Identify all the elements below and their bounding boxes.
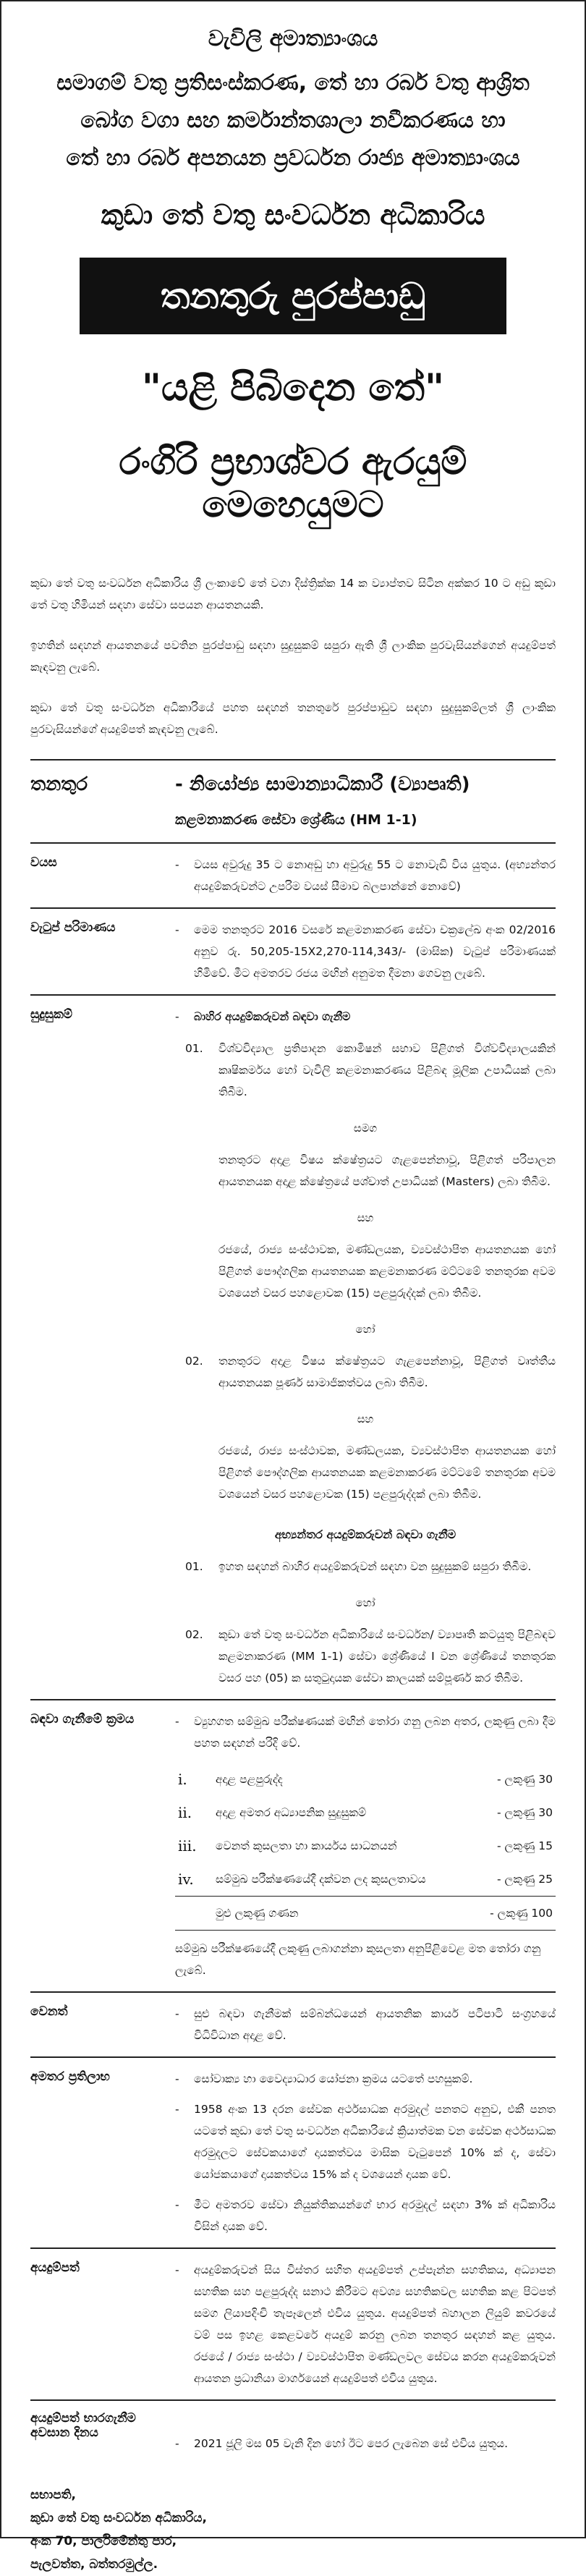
applications-text: අයදුම්කරුවන් සිය විස්තර සහිත අයදුම්පත් උප්පැන්න සහතිකය, අධ්‍යාපන සහතික සහ පළපුරුද්ද සනාථ කිරීමට අවශ්‍ය සහතිකවල සහතික කළ පිටපත් සමග ලියාපදිංචි තැපෑලෙන් එවිය යුතුය. අයදුම්පත් බහාලන ලියුම් කවරයේ වම් පස ඉහළ කෙළවරේ අයදුම් කරනු ලබන තනතුර සඳහන් කළ යුතුය. රජයේ / රාජ්‍ය සංස්ථා / ව්‍යවස්ථාපිත මණ්ඩලවල සේවය කරන අයදුම්කරුවන් ආයතන ප්‍රධානියා මාර්ගයෙන් අයදුම්පත් එවිය යුතුය.: [194, 2263, 556, 2385]
item-number: 01.: [185, 1042, 203, 1055]
conjunction: සමග: [353, 1122, 378, 1135]
post-label: තනතුර: [30, 774, 88, 795]
internal-heading: අභ්‍යන්තර අයදුම්කරුවන් බඳවා ගැනීම: [274, 1528, 457, 1541]
closing-date-text: 2021 ජූලි මස 05 වැනි දින හෝ ඊට පෙර ලැබෙන සේ එවිය යුතුය.: [194, 2437, 509, 2450]
closing-label: අවසාන දිනය: [30, 2425, 98, 2440]
age-label: වයස: [30, 855, 57, 870]
benefits-label: අමතර ප්‍රතිලාභ: [30, 2069, 110, 2084]
external-heading: බාහිර අයදුම්කරුවන් බඳවා ගැනීම: [194, 1010, 351, 1023]
other-label: වෙනත්: [30, 2004, 68, 2019]
benefits-section: අමතර ප්‍රතිලාභ - සෝවාක්‍ය හා වෛද්‍යාධාර යෝජනා ක්‍රමය යටතේ පහසුකම්. - 1958 අංක 13 දරන සේවක අර්ථසාධක අරමුදල් පනතට අනුව, එකී පනත යටතේ කුඩා තේ වතු සංවර්ධන අධිකාරියේ ක්‍රියාත්මක වන සේවක අර්ථසාධක අරමුදලට සේවකයාගේ දායකත්වය මාසික වැටුපෙන් 10% ක් ද, සේවා යෝජකයාගේ දායකත්වය 15% ක් ද වශයෙන් දායක වේ. - මීට අමතරව සේවා නියුක්තිකයන්ගේ භාර අරමුදල් සඳහා 3% ක් අධිකාරිය විසින් දායක වේ.: [30, 2056, 556, 2247]
intro-text: [30, 572, 556, 740]
qualification-text: විශ්වවිද්‍යාල ප්‍රතිපාදන කොමිෂන් සභාව පිළිගත් විශ්වවිද්‍යාලයකින් කෘෂිකර්මය හෝ වැවිලි කළමනාකරණය පිළිබඳ මූලික උපාධියක් ලබා තිබීම.: [218, 1042, 556, 1098]
conjunction: හෝ: [355, 1323, 375, 1336]
signature-line: සභාපති,: [30, 2488, 76, 2502]
signature-line: අංක 70, පාර්ලිමේන්තු පාර,: [30, 2534, 177, 2549]
divider: [30, 759, 556, 760]
conjunction: සහ: [357, 1412, 374, 1425]
salary-section: වැටුප් පරිමාණය - මෙම තනතුරට 2016 වසරේ කළමනාකරණ සේවා චක්‍රලේඛ අංක 02/2016 අනුව රු. 50,205-15X2,270-114,343/- (මාසික) වැටුප් පරිමාණයක් හිමිවේ. මීට අමතරව රජය මඟින් අනුමත දීමනා ගෙවනු ලැබේ.: [30, 907, 556, 994]
state-ministry-line-1: සමාගම් වතු ප්‍රතිසංස්කරණ, තේ හා රබර් වතු ආශ්‍රිත: [56, 70, 530, 96]
other-text: සුළු බඳවා ගැනීමක් සම්බන්ධයෙන් ආයතනික කාර්ය පටිපාටි සංග්‍රහයේ විධිවිධාන අදාළ වේ.: [194, 2007, 556, 2042]
qualifications-section: සුදුසුකම් - බාහිර අයදුම්කරුවන් බඳවා ගැනීම 01. විශ්වවිද්‍යාල ප්‍රතිපාදන කොමිෂන් සභාව පිළිගත් විශ්වවිද්‍යාලයකින් කෘෂිකර්මය හෝ වැවිලි කළමනාකරණය පිළිබඳ මූලික උපාධියක් ලබා තිබීම. සමග තනතුරට අදාළ විෂය ක්ෂේත්‍රයට ගැළපෙන්නාවූ, පිළිගත් පරිපාලන ආයතනයක අදාළ ක්ෂේත්‍රයේ පශ්චාත් උපාධියක් (Masters) ලබා තිබීම. සහ රජයේ, රාජ්‍ය සංස්ථාවක, මණ්ඩලයක, ව්‍යවස්ථාපිත ආයතනයක හෝ පිළිගත් පෞද්ගලික ආයතනයක කළමනාකරණ මට්ටමේ තනතුරක අවම වශයෙන් වසර පහළොවක (15) පළපුරුද්දක් ලබා තිබීම. හෝ 02. තනතුරට අදාළ විෂය ක්ෂේත්‍රයට ගැළපෙන්නාවූ, පිළිගත් වෘත්තීය ආයතනයක පූර්ණ සාමාජිකත්වය ලබා තිබීම. සහ රජයේ, රාජ්‍ය සංස්ථාවක, මණ්ඩලයක, ව්‍යවස්ථාපිත ආයතනයක හෝ පිළිගත් පෞද්ගලික ආයතනයක කළමනාකරණ මට්ටමේ තනතුරක අවම වශයෙන් වසර පහළොවක (15) පළපුරුද්දක් ලබා තිබීම. අභ්‍යන්තර අයදුම්කරුවන් බඳවා ගැනීම 01. ඉහත සඳහන් බාහිර අයදුම්කරුවන් සඳහා වන සුදුසුකම් සපුරා තිබීම. හෝ 02. කුඩා තේ වතු සංවර්ධන අධිකාරියේ සංවර්ධන/ ව්‍යාපෘති කටයුතු පිළිබඳව කළමනාකරණ (MM 1-1) සේවා ශ්‍රේණියේ I වන ශ්‍රේණියේ තනතුරක වසර පහ (05) ක සතුටුදායක සේවා කාලයක් සම්පූර්ණ කර තිබීම.: [30, 994, 556, 1699]
salary-text: මෙම තනතුරට 2016 වසරේ කළමනාකරණ සේවා චක්‍රලේඛ අංක 02/2016 අනුව රු. 50,205-15X2,270-114,343/- (මාසික) වැටුප් පරිමාණයක් හිමිවේ. මීට අමතරව රජය මඟින් අනුමත දීමනා ගෙවනු ලැබේ.: [194, 923, 556, 980]
qualification-text: රජයේ, රාජ්‍ය සංස්ථාවක, මණ්ඩලයක, ව්‍යවස්ථාපිත ආයතනයක හෝ පිළිගත් පෞද්ගලික ආයතනයක කළමනාකරණ මට්ටමේ තනතුරක අවම වශයෙන් වසර පහළොවක (15) පළපුරුද්දක් ලබා තිබීම.: [218, 1243, 556, 1300]
header: [30, 26, 556, 232]
service-grade: කළමනාකරණ සේවා ශ්‍රේණිය (HM 1-1): [175, 812, 417, 828]
campaign-name: රංගිරි ප්‍රභාශ්වර ඇරයුම් මෙහෙයුමට: [119, 441, 467, 525]
closing-label-top: අයදුම්පත් භාරගැනීම: [30, 2411, 136, 2425]
intro-paragraph: ඉහතින් සඳහන් ආයතනයේ පවතින පුරප්පාඩු සඳහා සුදුසුකම් සපුරා ඇති ශ්‍රී ලාංකික පුරවැසියන්ගෙන් අයදුම්පත් කැඳවනු ලැබේ.: [30, 639, 556, 674]
method-section: බඳවා ගැනීමේ ක්‍රමය - ව්‍යුහගත සම්මුඛ පරීක්ෂණයක් මඟින් තෝරා ගනු ලබන අතර, ලකුණු ලබා දීම පහත සඳහන් පරිදි වේ. i. අදාළ පළපුරුද්ද - ලකුණු 30 ii. අදාළ අමතර අධ්‍යාපනික සුදුසුකම් - ලකුණු 30 iii. වෙනත් කුසලතා හා කාර්යය සාධනයන් - ලකුණු 15 iv. සම්මුඛ පරීක්ෂණයේදී දක්වන ලද කුසලතාවය - ලකුණු 25 මුළු ලකුණු ගණන - ලකුණු 100 සම්මුඛ පරීක්ෂණයේදී ලකුණු ලබාගන්නා කුසලතා අනුපිළිවෙළ මත තෝරා ගනු ලැබේ.: [30, 1699, 556, 1991]
method-note: සම්මුඛ පරීක්ෂණයේදී ලකුණු ලබාගන්නා කුසලතා අනුපිළිවෙළ මත තෝරා ගනු ලැබේ.: [175, 1942, 541, 1977]
item-number: 02.: [185, 1628, 203, 1641]
state-ministry-line-2: බෝග වගා සහ කර්මාන්තශාලා නවීකරණය හා: [80, 108, 506, 133]
age-text: වයස අවුරුදු 35 ට නොඅඩු හා අවුරුදු 55 ට නොවැඩි විය යුතුය. (අභ්‍යන්තර අයදුම්කරුවන්ට උපරිම වයස් සීමාව බලපාන්නේ නොවේ): [194, 858, 556, 893]
qualification-text: තනතුරට අදාළ විෂය ක්ෂේත්‍රයට ගැළපෙන්නාවූ, පිළිගත් වෘත්තීය ආයතනයක පූර්ණ සාමාජිකත්වය ලබා තිබීම.: [218, 1355, 556, 1389]
post-title-row: [30, 774, 556, 796]
method-label: බඳවා ගැනීමේ ක්‍රමය: [30, 1712, 135, 1726]
table-row: ii. අදාළ අමතර අධ්‍යාපනික සුදුසුකම් - ලකුණු 30: [178, 1804, 553, 1821]
authority-name: කුඩා තේ වතු සංවර්ධන අධිකාරිය: [101, 199, 485, 231]
qualifications-label: සුදුසුකම්: [30, 1007, 73, 1022]
other-section: වෙනත් - සුළු බඳවා ගැනීමක් සම්බන්ධයෙන් ආයතනික කාර්ය පටිපාටි සංග්‍රහයේ විධිවිධාන අදාළ වේ.: [30, 1991, 556, 2056]
signature-block: [30, 2483, 556, 2576]
closing-section: අයදුම්පත් භාරගැනීම අවසාන දිනය - 2021 ජූලි මස 05 වැනි දින හෝ ඊට පෙර ලැබෙන සේ එවිය යුතුය.: [30, 2399, 556, 2465]
applications-label: අයදුම්පත්: [30, 2261, 80, 2275]
post-title: - නියෝජ්‍ය සාමාන්‍යාධිකාරී (ව්‍යාපෘති): [175, 774, 470, 795]
benefit-item: සෝවාක්‍ය හා වෛද්‍යාධාර යෝජනා ක්‍රමය යටතේ පහසුකම්.: [194, 2072, 473, 2085]
benefit-item: 1958 අංක 13 දරන සේවක අර්ථසාධක අරමුදල් පනතට අනුව, එකී පනත යටතේ කුඩා තේ වතු සංවර්ධන අධිකාරියේ ක්‍රියාත්මක වන සේවක අර්ථසාධක අරමුදලට සේවකයාගේ දායකත්වය මාසික වැටුපෙන් 10% ක් ද, සේවා යෝජකයාගේ දායකත්වය 15% ක් ද වශයෙන් දායක වේ.: [194, 2103, 556, 2181]
marks-table: [175, 1763, 556, 1931]
state-ministry-line-3: තේ හා රබර් අපනයන ප්‍රවර්ධන රාජ්‍ය අමාත්‍යාංශය: [66, 145, 520, 171]
intro-paragraph: කුඩා තේ වතු සංවර්ධන අධිකාරියේ පහත සඳහන් තනතුරේ පුරප්පාඩුව සඳහා සුදුසුකම්ලත් ශ්‍රී ලාංකික පුරවැසියන්ගේ අයදුම්පත් කැඳවනු ලැබේ.: [30, 701, 556, 736]
signature-line: කුඩා තේ වතු සංවර්ධන අධිකාරිය,: [30, 2511, 207, 2525]
qualification-text: රජයේ, රාජ්‍ය සංස්ථාවක, මණ්ඩලයක, ව්‍යවස්ථාපිත ආයතනයක හෝ පිළිගත් පෞද්ගලික ආයතනයක කළමනාකරණ මට්ටමේ තනතුරක අවම වශයෙන් වසර පහළොවක (15) පළපුරුද්දක් ලබා තිබීම.: [218, 1444, 556, 1501]
internal-text: කුඩා තේ වතු සංවර්ධන අධිකාරියේ සංවර්ධන/ ව්‍යාපෘති කටයුතු පිළිබඳව කළමනාකරණ (MM 1-1) සේවා ශ්‍රේණියේ I වන ශ්‍රේණියේ තනතුරක වසර පහ (05) ක සතුටුදායක සේවා කාලයක් සම්පූර්ණ කර තිබීම.: [218, 1628, 556, 1685]
signature-line: පැලවත්ත, බත්තරමුල්ල.: [30, 2557, 158, 2572]
item-number: 01.: [185, 1560, 203, 1573]
benefit-item: මීට අමතරව සේවා නියුක්තිකයන්ගේ භාර අරමුදල් සඳහා 3% ක් අධිකාරිය විසින් දායක වේ.: [194, 2198, 556, 2233]
qualification-text: තනතුරට අදාළ විෂය ක්ෂේත්‍රයට ගැළපෙන්නාවූ, පිළිගත් පරිපාලන ආයතනයක අදාළ ක්ෂේත්‍රයේ පශ්චාත් උපාධියක් (Masters) ලබා තිබීම.: [218, 1153, 556, 1188]
age-section: වයස - වයස අවුරුදු 35 ට නොඅඩු හා අවුරුදු 55 ට නොවැඩි විය යුතුය. (අභ්‍යන්තර අයදුම්කරුවන්ට උපරිම වයස් සීමාව බලපාන්නේ නොවේ): [30, 842, 556, 907]
campaign-slogan: "යළි පිබිදෙන තේ": [141, 366, 445, 410]
vacancies-banner: තනතුරු පුරප්පාඩු: [80, 258, 506, 334]
conjunction: හෝ: [355, 1596, 375, 1609]
table-row: i. අදාළ පළපුරුද්ද - ලකුණු 30: [178, 1771, 553, 1788]
ministry-name: වැවිලි අමාත්‍යාංශය: [208, 26, 378, 51]
internal-text: ඉහත සඳහන් බාහිර අයදුම්කරුවන් සඳහා වන සුදුසුකම් සපුරා තිබීම.: [218, 1560, 532, 1573]
applications-section: අයදුම්පත් - අයදුම්කරුවන් සිය විස්තර සහිත අයදුම්පත් උප්පැන්න සහතිකය, අධ්‍යාපන සහතික සහ පළපුරුද්ද සනාථ කිරීමට අවශ්‍ය සහතිකවල සහතික කළ පිටපත් සමග ලියාපදිංචි තැපෑලෙන් එවිය යුතුය. අයදුම්පත් බහාලන ලියුම් කවරයේ වම් පස ඉහළ කෙළවරේ අයදුම් කරනු ලබන තනතුර සඳහන් කළ යුතුය. රජයේ / රාජ්‍ය සංස්ථා / ව්‍යවස්ථාපිත මණ්ඩලවල සේවය කරන අයදුම්කරුවන් ආයතන ප්‍රධානියා මාර්ගයෙන් අයදුම්පත් එවිය යුතුය.: [30, 2247, 556, 2399]
table-row: iv. සම්මුඛ පරීක්ෂණයේදී දක්වන ලද කුසලතාවය - ලකුණු 25: [178, 1870, 553, 1888]
table-row: iii. වෙනත් කුසලතා හා කාර්යය සාධනයන් - ලකුණු 15: [178, 1837, 553, 1855]
method-text: ව්‍යුහගත සම්මුඛ පරීක්ෂණයක් මඟින් තෝරා ගනු ලබන අතර, ලකුණු ලබා දීම පහත සඳහන් පරිදි වේ.: [194, 1715, 556, 1750]
item-number: 02.: [185, 1355, 203, 1368]
total-row: මුළු ලකුණු ගණන - ලකුණු 100: [175, 1897, 556, 1931]
conjunction: සහ: [357, 1211, 374, 1224]
intro-paragraph: කුඩා තේ වතු සංවර්ධන අධිකාරිය ශ්‍රී ලංකාවේ තේ වගා දිස්ත්‍රික්ක 14 ක ව්‍යාප්තව සිටින අක්කර 10 ට අඩු කුඩා තේ වතු හිමියන් සඳහා සේවා සපයන ආයතනයකි.: [30, 577, 556, 611]
salary-label: වැටුප් පරිමාණය: [30, 920, 116, 935]
